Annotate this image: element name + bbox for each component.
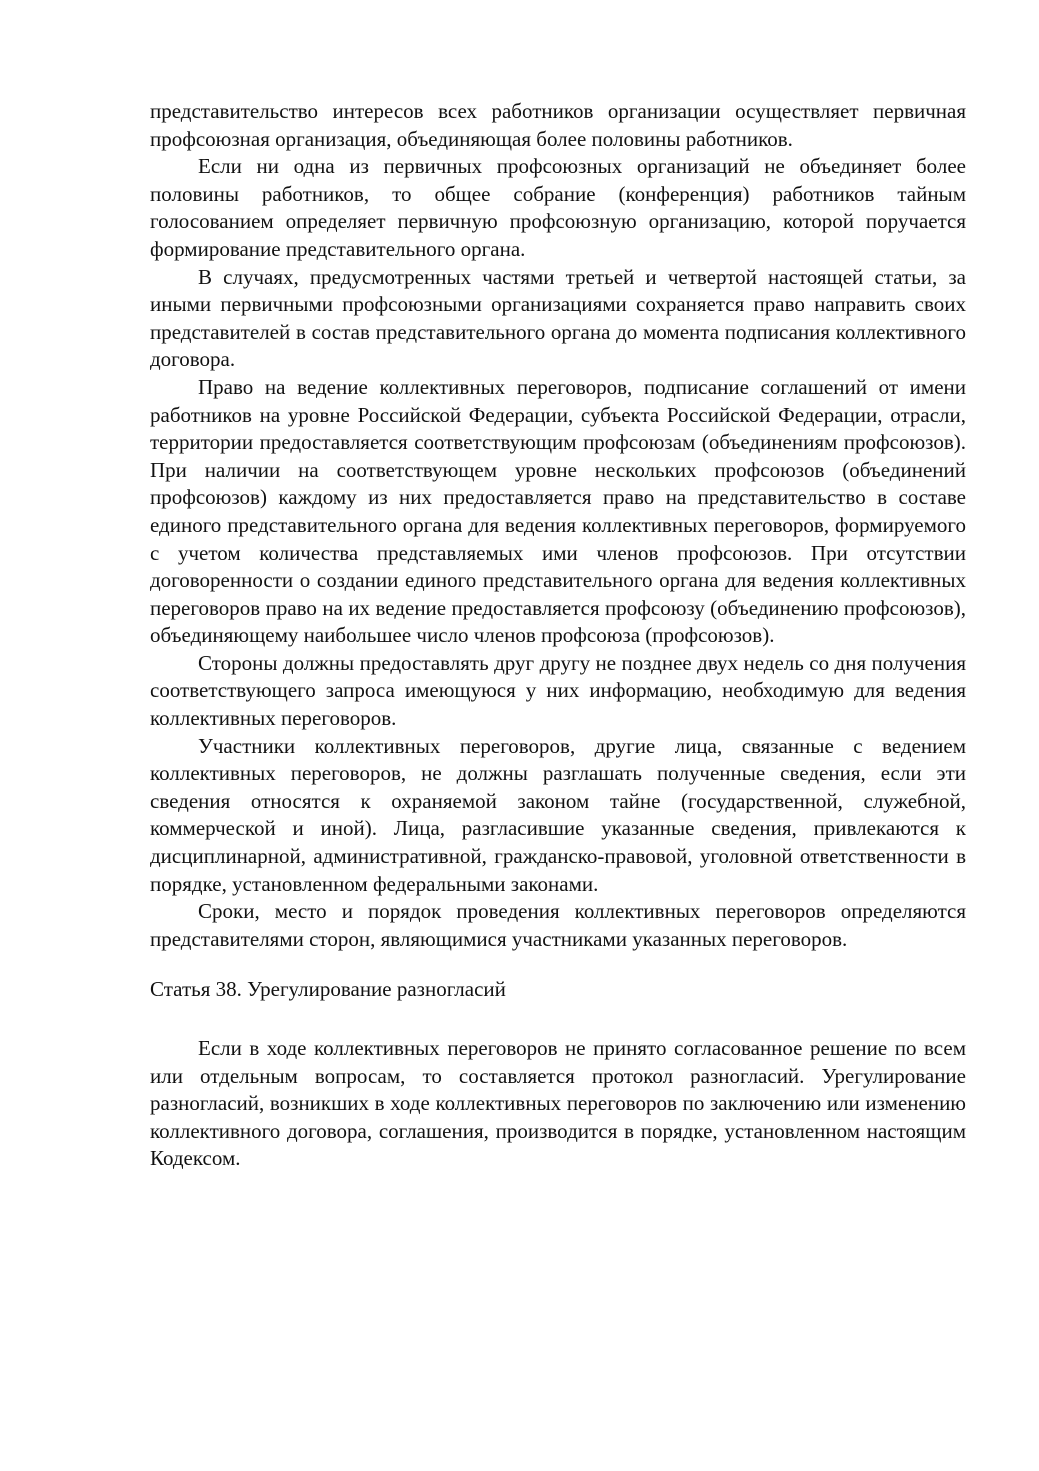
paragraph-continuation: представительство интересов всех работников организации осуществляет первичная профсоюзная организация, объединяющая более половины работников. — [150, 99, 966, 151]
paragraph-information-exchange: Стороны должны предоставлять друг другу не позднее двух недель со дня получения соответствующего запроса имеющуюся у них информацию, необходимую для ведения коллективных переговоров. — [150, 650, 966, 731]
document-page — [150, 98, 966, 1173]
paragraph-confidentiality: Участники коллективных переговоров, другие лица, связанные с ведением коллективных переговоров, не должны разглашать полученные сведения, если эти сведения относятся к охраняемой законом тайне (государственной, служебной, коммерческой и иной). Лица, разгласившие указанные сведения, привлекаются к дисциплинарной, административной, гражданско-правовой, уголовной ответственности в порядке, установленном федеральными законами. — [150, 733, 966, 896]
article-heading: Статья 38. Урегулирование разногласий — [150, 977, 506, 1002]
paragraph-terms-and-place: Сроки, место и порядок проведения коллективных переговоров определяются представителями сторон, являющимися участниками указанных переговоров. — [150, 899, 966, 951]
paragraph-disagreements: Если в ходе коллективных переговоров не принято согласованное решение по всем или отдельным вопросам, то составляется протокол разногласий. Урегулирование разногласий, возникших в ходе коллективных переговоров по заключению или изменению коллективного договора, соглашения, производится в порядке, установленном настоящим Кодексом. — [150, 1036, 966, 1171]
paragraph-other-organizations: В случаях, предусмотренных частями третьей и четвертой настоящей статьи, за иными первичными профсоюзными организациями сохраняется право направить своих представителей в состав представительного органа до момента подписания коллективного договора. — [150, 264, 966, 372]
paragraph-negotiation-rights: Право на ведение коллективных переговоров, подписание соглашений от имени работников на уровне Российской Федерации, субъекта Российской Федерации, отрасли, территории предоставляется соответствующим профсоюзам (объединениям профсоюзов). При наличии на соответствующем уровне нескольких профсоюзов (объединений профсоюзов) каждому из них предоставляется право на представительство в составе единого представительного органа для ведения коллективных переговоров, формируемого с учетом количества представляемых ими членов профсоюзов. При отсутствии договоренности о создании единого представительного органа для ведения коллективных переговоров право на их ведение предоставляется профсоюзу (объединению профсоюзов), объединяющему наибольшее число членов профсоюза (профсоюзов). — [150, 374, 966, 648]
paragraph-primary-organization: Если ни одна из первичных профсоюзных организаций не объединяет более половины работников, то общее собрание (конференция) работников тайным голосованием определяет первичную профсоюзную организацию, которой поручается формирование представительного органа. — [150, 154, 966, 261]
